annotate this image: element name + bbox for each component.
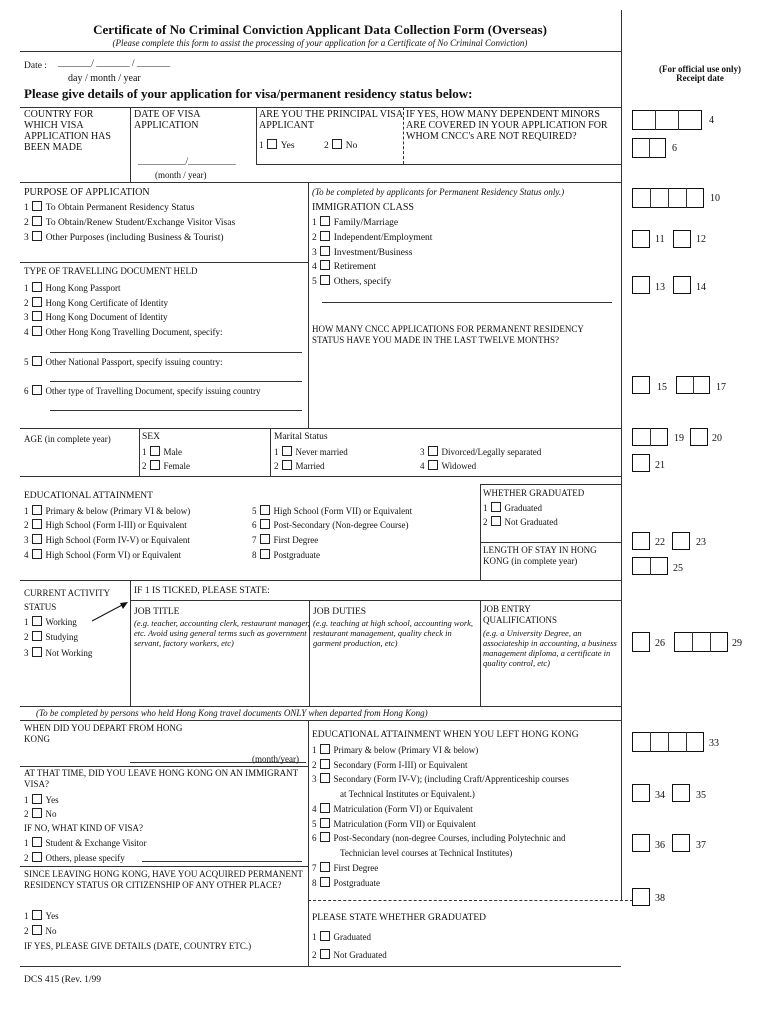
code-12: 12: [696, 234, 706, 245]
code-20: 20: [712, 433, 722, 444]
code-10: 10: [710, 193, 720, 204]
if-ticked-label: IF 1 IS TICKED, PLEASE STATE:: [134, 586, 270, 596]
visa-kind-2-checkbox[interactable]: [32, 852, 42, 862]
principal-label: ARE YOU THE PRINCIPAL VISA APPLICANT: [259, 109, 403, 131]
immigration-option-5[interactable]: 5 Others, specify: [312, 277, 392, 287]
marital-option-4[interactable]: 4 Widowed: [420, 461, 477, 471]
code-34: 34: [655, 790, 665, 801]
grad-left-label: PLEASE STATE WHETHER GRADUATED: [312, 913, 487, 923]
travel-doc-option-3[interactable]: 3 Hong Kong Document of Identity: [24, 312, 168, 322]
visa-kind-option-2[interactable]: 2 Others, please specify: [24, 853, 125, 863]
edu-left-8-checkbox[interactable]: [320, 877, 330, 887]
edu-left-option-3[interactable]: 3 Secondary (Form IV-V); (including Craft/Apprenticeship courses: [312, 774, 569, 784]
edu-option-1[interactable]: 1 Primary & below (Primary VI & below): [24, 506, 191, 516]
visa-yes-checkbox[interactable]: [32, 794, 42, 804]
purpose-option-2[interactable]: 2 To Obtain/Renew Student/Exchange Visitor Visas: [24, 218, 236, 228]
code-14: 14: [696, 282, 706, 293]
activity-2-checkbox[interactable]: [32, 631, 42, 641]
travel-doc-2-checkbox[interactable]: [32, 297, 42, 307]
edu-8-checkbox[interactable]: [260, 549, 270, 559]
grad-left-2-checkbox[interactable]: [320, 949, 330, 959]
edu-option-6[interactable]: 6 Post-Secondary (Non-degree Course): [252, 520, 409, 530]
edu-left-option-3-cont: at Technical Institutes or Equivalent.): [340, 789, 475, 799]
edu-left-7-checkbox[interactable]: [320, 862, 330, 872]
code-29: 29: [732, 638, 742, 649]
purpose-1-checkbox[interactable]: [32, 201, 42, 211]
official-use-label: (For official use only): [658, 64, 742, 74]
edu-left-3-checkbox[interactable]: [320, 773, 330, 783]
job-duties-example: (e.g. teaching at high school, accounting work, restaurant management, quality check in garment production, etc): [313, 618, 474, 648]
receipt-date-label: Receipt date: [676, 73, 724, 83]
job-duties-label: JOB DUTIES: [313, 607, 367, 617]
since-yes[interactable]: 1 Yes: [24, 911, 59, 921]
immigration-label: IMMIGRATION CLASS: [312, 202, 414, 213]
job-entry-example: (e.g. a University Degree, an associateship in accounting, a business management diploma, a certificate in quality control, etc): [483, 628, 617, 668]
code-box-34[interactable]: [632, 784, 650, 802]
travel-doc-6-checkbox[interactable]: [32, 385, 42, 395]
sex-female[interactable]: 2 Female: [142, 461, 190, 471]
date-field[interactable]: _______/ _______ / _______: [58, 59, 171, 69]
activity-option-2[interactable]: 2 Studying: [24, 632, 79, 642]
code-26: 26: [655, 638, 665, 649]
marital-option-3[interactable]: 3 Divorced/Legally separated: [420, 447, 542, 457]
edu-1-checkbox[interactable]: [32, 505, 42, 515]
code-21: 21: [655, 460, 665, 471]
travel-doc-5-checkbox[interactable]: [32, 356, 42, 366]
code-11: 11: [655, 234, 665, 245]
code-box-26[interactable]: [632, 632, 650, 652]
since-no-checkbox[interactable]: [32, 925, 42, 935]
graduated-option-2[interactable]: 2 Not Graduated: [483, 517, 558, 527]
sex-male[interactable]: 1 Male: [142, 447, 182, 457]
code-4: 4: [709, 115, 714, 126]
code-box-22[interactable]: [632, 532, 650, 550]
visa-no[interactable]: 2 No: [24, 809, 57, 819]
form-title: Certificate of No Criminal Conviction Applicant Data Collection Form (Overseas): [93, 22, 547, 37]
code-box-38[interactable]: [632, 888, 650, 906]
code-36: 36: [655, 840, 665, 851]
code-box-15[interactable]: [632, 376, 650, 394]
activity-3-checkbox[interactable]: [32, 647, 42, 657]
edu-left-option-6-cont: Technician level courses at Technical Institutes): [340, 848, 513, 858]
edu-left-option-5[interactable]: 5 Matriculation (Form VII) or Equivalent: [312, 819, 476, 829]
code-box-35[interactable]: [672, 784, 690, 802]
edu-option-4[interactable]: 4 High School (Form VI) or Equivalent: [24, 550, 182, 560]
visa-yes[interactable]: 1 Yes: [24, 795, 59, 805]
code-19: 19: [674, 433, 684, 444]
edu-left-option-6[interactable]: 6 Post-Secondary (non-degree Courses, including Polytechnic and: [312, 833, 566, 843]
principal-yes[interactable]: 1 Yes: [259, 141, 295, 151]
edu-7-checkbox[interactable]: [260, 534, 270, 544]
purpose-2-checkbox[interactable]: [32, 216, 42, 226]
code-38: 38: [655, 893, 665, 904]
code-6: 6: [672, 143, 677, 154]
edu-left-label: EDUCATIONAL ATTAINMENT WHEN YOU LEFT HONG KONG: [312, 730, 579, 740]
code-box-21[interactable]: [632, 454, 650, 472]
edu-option-2[interactable]: 2 High School (Form I-III) or Equivalent: [24, 520, 187, 530]
purpose-option-3[interactable]: 3 Other Purposes (including Business & Tourist): [24, 233, 224, 243]
marital-option-2[interactable]: 2 Married: [274, 461, 325, 471]
code-22: 22: [655, 537, 665, 548]
sex-label: SEX: [142, 432, 160, 442]
visa-date-label: DATE OF VISA APPLICATION: [134, 109, 200, 131]
activity-1-checkbox[interactable]: [32, 616, 42, 626]
visa-kind-question: IF NO, WHAT KIND OF VISA?: [24, 823, 144, 833]
edu-option-3[interactable]: 3 High School (Form IV-V) or Equivalent: [24, 535, 190, 545]
edu-left-2-checkbox[interactable]: [320, 759, 330, 769]
immigration-option-1[interactable]: 1 Family/Marriage: [312, 218, 399, 228]
grad-left-option-2[interactable]: 2 Not Graduated: [312, 950, 387, 960]
graduated-option-1[interactable]: 1 Graduated: [483, 503, 542, 513]
date-format: day / month / year: [68, 73, 141, 84]
cncc-count-question: HOW MANY CNCC APPLICATIONS FOR PERMANENT RESIDENCY STATUS HAVE YOU MADE IN THE LAST TWELVE MONTHS?: [312, 324, 584, 345]
education-label: EDUCATIONAL ATTAINMENT: [24, 491, 153, 501]
purpose-label: PURPOSE OF APPLICATION: [24, 187, 150, 198]
code-box-11[interactable]: [632, 230, 650, 248]
immigration-2-checkbox[interactable]: [320, 231, 330, 241]
activity-option-1[interactable]: 1 Working: [24, 617, 77, 627]
dependent-label: IF YES, HOW MANY DEPENDENT MINORS ARE COVERED IN YOUR APPLICATION FOR WHOM CNCC's ARE NOT REQUIRED?: [406, 109, 608, 142]
sex-male-checkbox[interactable]: [150, 446, 160, 456]
immigration-3-checkbox[interactable]: [320, 246, 330, 256]
code-box-29[interactable]: [674, 632, 728, 652]
since-yes-checkbox[interactable]: [32, 910, 42, 920]
arrow-icon: [90, 598, 130, 624]
edu-left-option-1[interactable]: 1 Primary & below (Primary VI & below): [312, 745, 479, 755]
travel-doc-option-4[interactable]: 4 Other Hong Kong Travelling Document, specify:: [24, 327, 223, 337]
travel-doc-option-1[interactable]: 1 Hong Kong Passport: [24, 283, 121, 293]
visa-kind-1-checkbox[interactable]: [32, 837, 42, 847]
travel-doc-option-6[interactable]: 6 Other type of Travelling Document, specify issuing country: [24, 386, 261, 396]
code-37: 37: [696, 840, 706, 851]
edu-left-option-7[interactable]: 7 First Degree: [312, 863, 379, 873]
job-title-example: (e.g. teacher, accounting clerk, restaurant manager, etc. Avoid using general terms such as government servant, factory workers, etc): [134, 618, 310, 648]
principal-yes-checkbox[interactable]: [267, 139, 277, 149]
visa-date-field[interactable]: __________/__________: [138, 157, 236, 167]
month-year-label: (month/year): [252, 754, 299, 764]
edu-option-8[interactable]: 8 Postgraduate: [252, 550, 320, 560]
since-no[interactable]: 2 No: [24, 926, 57, 936]
code-box-36[interactable]: [632, 834, 650, 852]
marital-label: Marital Status: [274, 432, 328, 442]
edu-3-checkbox[interactable]: [32, 534, 42, 544]
edu-left-option-2[interactable]: 2 Secondary (Form I-III) or Equivalent: [312, 760, 468, 770]
edu-left-4-checkbox[interactable]: [320, 803, 330, 813]
code-box-23[interactable]: [672, 532, 690, 550]
code-35: 35: [696, 790, 706, 801]
details-question: IF YES, PLEASE GIVE DETAILS (DATE, COUNTRY ETC.): [24, 941, 252, 951]
code-box-13[interactable]: [632, 276, 650, 294]
marital-option-1[interactable]: 1 Never married: [274, 447, 348, 457]
principal-no-checkbox[interactable]: [332, 139, 342, 149]
visa-no-checkbox[interactable]: [32, 808, 42, 818]
purpose-3-checkbox[interactable]: [32, 231, 42, 241]
since-leaving-question: SINCE LEAVING HONG KONG, HAVE YOU ACQUIRED PERMANENT RESIDENCY STATUS OR CITIZENSHIP OF ANY OTHER PLACE?: [24, 869, 303, 890]
activity-option-3[interactable]: 3 Not Working: [24, 648, 93, 658]
code-box-20[interactable]: [690, 428, 708, 446]
graduated-2-checkbox[interactable]: [491, 516, 501, 526]
code-box-12[interactable]: [673, 230, 691, 248]
code-25: 25: [673, 563, 683, 574]
job-title-label: JOB TITLE: [134, 607, 180, 617]
marital-2-checkbox[interactable]: [282, 460, 292, 470]
visa-kind-option-1[interactable]: 1 Student & Exchange Visitor: [24, 838, 147, 848]
code-15: 15: [657, 382, 667, 393]
graduated-label: WHETHER GRADUATED: [483, 488, 585, 498]
principal-no[interactable]: 2 No: [324, 141, 358, 151]
code-box-4[interactable]: [632, 110, 702, 130]
code-17: 17: [716, 382, 726, 393]
stay-length-label: LENGTH OF STAY IN HONG KONG (in complete year): [483, 545, 597, 566]
code-box-37[interactable]: [672, 834, 690, 852]
immigration-option-3[interactable]: 3 Investment/Business: [312, 248, 413, 258]
instruction: Please give details of your application for visa/permanent residency status below:: [24, 86, 473, 101]
departed-note: (To be completed by persons who held Hong Kong travel documents ONLY when departed from Hong Kong): [36, 708, 428, 718]
code-23: 23: [696, 537, 706, 548]
edu-left-5-checkbox[interactable]: [320, 818, 330, 828]
age-label: AGE (in complete year): [24, 434, 111, 444]
marital-3-checkbox[interactable]: [428, 446, 438, 456]
edu-4-checkbox[interactable]: [32, 549, 42, 559]
edu-left-option-4[interactable]: 4 Matriculation (Form VI) or Equivalent: [312, 804, 473, 814]
form-code: DCS 415 (Rev. 1/99: [24, 975, 101, 985]
travel-doc-1-checkbox[interactable]: [32, 282, 42, 292]
grad-left-option-1[interactable]: 1 Graduated: [312, 932, 371, 942]
immigration-4-checkbox[interactable]: [320, 260, 330, 270]
date-label: Date :: [24, 61, 47, 71]
edu-left-1-checkbox[interactable]: [320, 744, 330, 754]
form-subtitle: (Please complete this form to assist the processing of your application for a Certificate of No Criminal Conviction): [112, 38, 528, 48]
marital-4-checkbox[interactable]: [428, 460, 438, 470]
grad-left-1-checkbox[interactable]: [320, 931, 330, 941]
travel-doc-label: TYPE OF TRAVELLING DOCUMENT HELD: [24, 266, 198, 276]
code-33: 33: [709, 738, 719, 749]
edu-left-6-checkbox[interactable]: [320, 832, 330, 842]
code-box-14[interactable]: [673, 276, 691, 294]
immigration-note: (To be completed by applicants for Permanent Residency Status only.): [312, 187, 565, 197]
edu-option-7[interactable]: 7 First Degree: [252, 535, 319, 545]
travel-doc-option-5[interactable]: 5 Other National Passport, specify issuing country:: [24, 357, 223, 367]
visa-date-format: (month / year): [155, 170, 207, 180]
edu-5-checkbox[interactable]: [260, 505, 270, 515]
immigration-option-4[interactable]: 4 Retirement: [312, 262, 376, 272]
sex-female-checkbox[interactable]: [150, 460, 160, 470]
travel-doc-option-2[interactable]: 2 Hong Kong Certificate of Identity: [24, 298, 168, 308]
activity-label: CURRENT ACTIVITY STATUS: [24, 588, 110, 612]
travel-doc-4-checkbox[interactable]: [32, 326, 42, 336]
immigration-option-2[interactable]: 2 Independent/Employment: [312, 233, 433, 243]
depart-when-label: WHEN DID YOU DEPART FROM HONG KONG: [24, 723, 183, 744]
travel-doc-3-checkbox[interactable]: [32, 311, 42, 321]
purpose-option-1[interactable]: 1 To Obtain Permanent Residency Status: [24, 203, 195, 213]
job-entry-label: JOB ENTRY QUALIFICATIONS: [483, 604, 557, 625]
marital-1-checkbox[interactable]: [282, 446, 292, 456]
immigration-1-checkbox[interactable]: [320, 216, 330, 226]
immigration-5-checkbox[interactable]: [320, 275, 330, 285]
immigrant-visa-question: AT THAT TIME, DID YOU LEAVE HONG KONG ON AN IMMIGRANT VISA?: [24, 768, 298, 789]
edu-2-checkbox[interactable]: [32, 519, 42, 529]
country-label: COUNTRY FOR WHICH VISA APPLICATION HAS BEEN MADE: [24, 109, 111, 153]
code-13: 13: [655, 282, 665, 293]
graduated-1-checkbox[interactable]: [491, 502, 501, 512]
edu-option-5[interactable]: 5 High School (Form VII) or Equivalent: [252, 506, 413, 516]
edu-left-option-8[interactable]: 8 Postgraduate: [312, 878, 380, 888]
edu-6-checkbox[interactable]: [260, 519, 270, 529]
